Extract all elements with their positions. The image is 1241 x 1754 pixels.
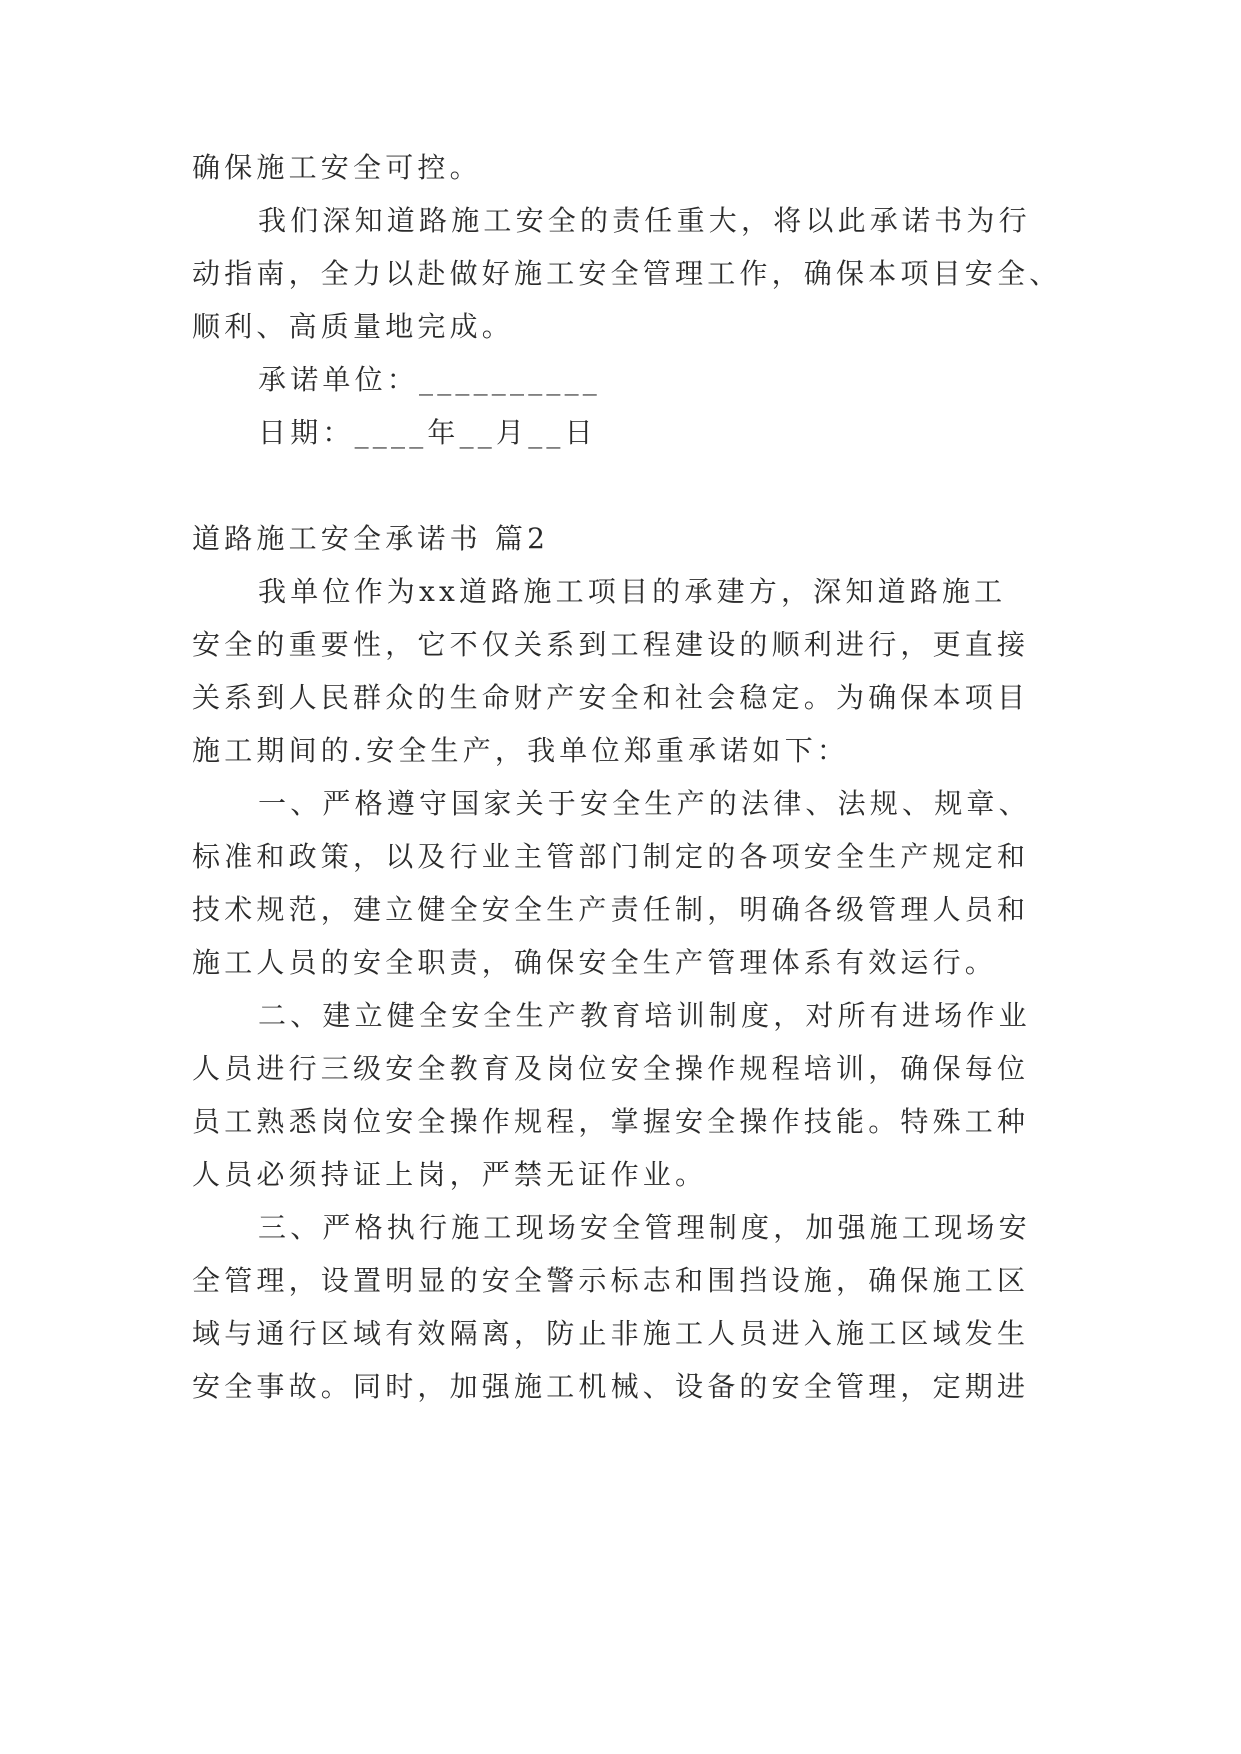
paragraph-line: 域与通行区域有效隔离，防止非施工人员进入施工区域发生 [192, 1317, 1030, 1350]
signature-line: 承诺单位：__________ [258, 363, 602, 396]
paragraph-line: 施工人员的安全职责，确保安全生产管理体系有效运行。 [192, 946, 998, 979]
paragraph-line: 动指南，全力以赴做好施工安全管理工作，确保本项目安全、 [192, 257, 1062, 290]
paragraph-line: 我们深知道路施工安全的责任重大，将以此承诺书为行 [258, 204, 1031, 237]
paragraph-line: 全管理，设置明显的安全警示标志和围挡设施，确保施工区 [192, 1264, 1030, 1297]
paragraph-line: 安全事故。同时，加强施工机械、设备的安全管理，定期进 [192, 1370, 1030, 1403]
paragraph-line: 关系到人民群众的生命财产安全和社会稳定。为确保本项目 [192, 681, 1030, 714]
paragraph-line: 二、建立健全安全生产教育培训制度，对所有进场作业 [258, 999, 1031, 1032]
paragraph-line: 员工熟悉岗位安全操作规程，掌握安全操作技能。特殊工种 [192, 1105, 1030, 1138]
paragraph-line: 三、严格执行施工现场安全管理制度，加强施工现场安 [258, 1211, 1031, 1244]
paragraph-line: 顺利、高质量地完成。 [192, 310, 515, 343]
paragraph-line: 标准和政策，以及行业主管部门制定的各项安全生产规定和 [192, 840, 1030, 873]
paragraph-line: 我单位作为xx道路施工项目的承建方，深知道路施工 [258, 575, 1007, 608]
paragraph-line: 技术规范，建立健全安全生产责任制，明确各级管理人员和 [192, 893, 1030, 926]
paragraph-line: 人员进行三级安全教育及岗位安全操作规程培训，确保每位 [192, 1052, 1030, 1085]
paragraph-line: 人员必须持证上岗，严禁无证作业。 [192, 1158, 708, 1191]
paragraph-line: 安全的重要性，它不仅关系到工程建设的顺利进行，更直接 [192, 628, 1030, 661]
paragraph-line: 一、严格遵守国家关于安全生产的法律、法规、规章、 [258, 787, 1031, 820]
paragraph-line: 施工期间的.安全生产，我单位郑重承诺如下： [192, 734, 850, 767]
section-heading: 道路施工安全承诺书 篇2 [192, 522, 550, 555]
date-line: 日期：____年__月__日 [258, 416, 597, 449]
paragraph-line: 确保施工安全可控。 [192, 151, 482, 184]
